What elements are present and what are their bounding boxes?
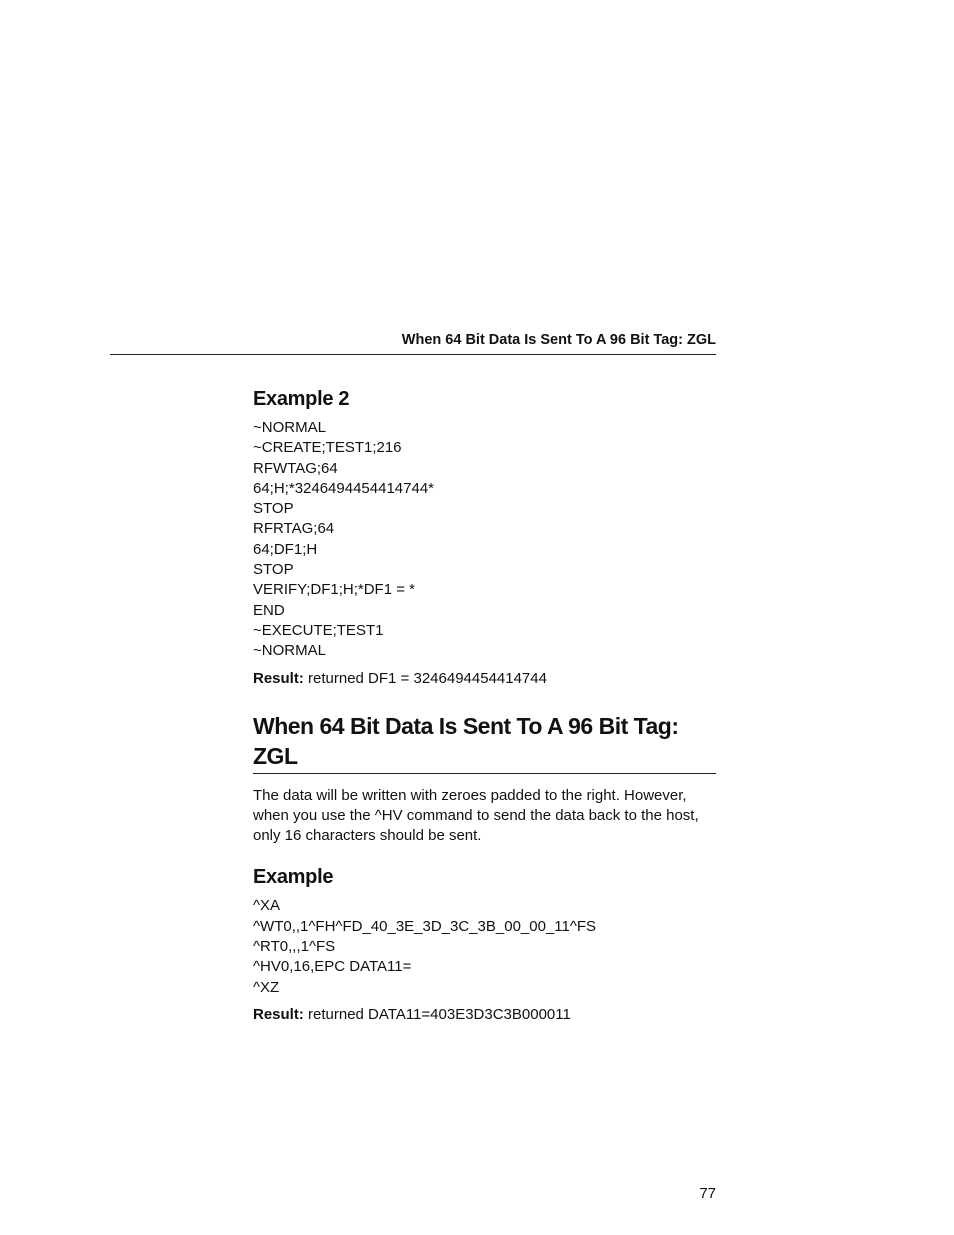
example-2-heading: Example 2 <box>253 388 350 410</box>
code-line: ^WT0,,1^FH^FD_40_3E_3D_3C_3B_00_00_11^FS <box>253 917 597 935</box>
code-line: VERIFY;DF1;H;*DF1 = * <box>253 581 415 599</box>
example-2-result <box>253 669 716 689</box>
code-line: END <box>253 601 285 619</box>
code-line: RFWTAG;64 <box>253 459 338 477</box>
code-line: ^XZ <box>253 978 280 996</box>
code-line: 64;DF1;H <box>253 540 318 558</box>
code-line: ~NORMAL <box>253 419 326 436</box>
code-line: ^XA <box>253 897 281 915</box>
code-line: STOP <box>253 561 294 579</box>
example-2-code <box>253 418 716 662</box>
page-number: 77 <box>699 1185 716 1202</box>
example-code <box>253 896 716 997</box>
code-line: ~NORMAL <box>253 642 326 660</box>
example-result <box>253 1005 716 1025</box>
code-line: ^HV0,16,EPC DATA11= <box>253 958 412 976</box>
running-header <box>110 330 716 355</box>
result-label: Result: <box>253 1005 304 1023</box>
result-text: returned DATA11=403E3D3C3B000011 <box>308 1005 571 1023</box>
page-content <box>253 386 716 1025</box>
code-line: STOP <box>253 500 294 518</box>
section-paragraph: The data will be written with zeroes padded to the right. However, when you use the ^HV command to send the data back to the host, only 16 characters should be sent. <box>253 786 699 845</box>
result-label: Result: <box>253 669 304 687</box>
result-text: returned DF1 = 3246494454414744 <box>308 669 547 687</box>
code-line: ~EXECUTE;TEST1 <box>253 621 384 639</box>
code-line: ^RT0,,,1^FS <box>253 938 336 956</box>
running-header-title: When 64 Bit Data Is Sent To A 96 Bit Tag: ZGL <box>401 332 716 348</box>
section-title: When 64 Bit Data Is Sent To A 96 Bit Tag: ZGL <box>253 711 716 774</box>
code-line: 64;H;*3246494454414744* <box>253 479 435 497</box>
example-heading: Example <box>253 866 334 889</box>
code-line: RFRTAG;64 <box>253 520 335 538</box>
code-line: ~CREATE;TEST1;216 <box>253 439 402 457</box>
